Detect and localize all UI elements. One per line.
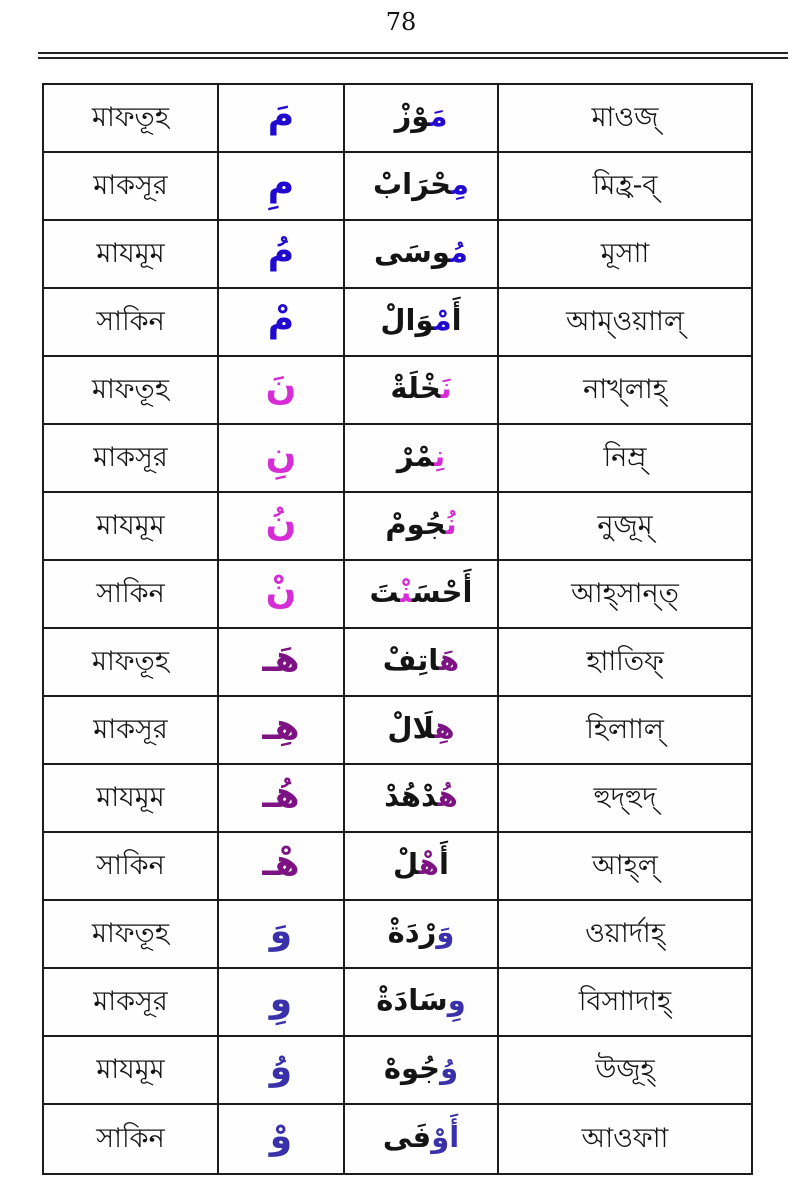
term-cell [44,1037,219,1105]
page-number: 78 [385,8,417,36]
term-text: মাকসূর [93,714,168,746]
word-segment: ‍جُومْ [385,506,446,541]
word-segment: مِ‍ [451,166,469,201]
word-segment: مُ‍ [450,234,468,269]
term-text: মাকসূর [93,442,168,474]
arabic-word [387,914,455,951]
word-segment: وِ [447,982,466,1017]
word-segment: ‍نْ‍ [400,574,413,609]
term-text: মাফতূহ [92,918,169,950]
arabic-letter: نَ [265,367,297,408]
word-segment: هْ‍ [418,846,440,881]
word-segment: أَ [451,302,462,337]
letter-cell [219,289,345,357]
arabic-word [373,234,468,271]
term-cell [44,901,219,969]
arabic-word [369,574,473,611]
word-segment: رْدَةْ [387,914,437,949]
term-cell [44,697,219,765]
letter-cell [219,901,345,969]
word-segment: أَحْسَ‍ [412,574,473,609]
arabic-word [390,370,452,407]
translit-cell [499,1105,751,1173]
word-cell [345,833,499,901]
arabic-word [385,506,457,543]
translit-text: আম্ওয়াাল্ [565,306,685,338]
translit-cell [499,969,751,1037]
translit-text: ওয়ার্দাহ্ [585,918,665,950]
word-segment: ‍وَالْ [380,302,434,337]
word-cell [345,153,499,221]
term-text: মাফতূহ [92,374,169,406]
translit-cell [499,697,751,765]
translit-text: আহ্সান্ত্ [571,578,679,610]
translit-text: হিলাাল্ [586,714,664,746]
word-cell [345,493,499,561]
term-cell [44,425,219,493]
translit-cell [499,357,751,425]
word-segment: فَى [382,1119,432,1154]
term-cell [44,221,219,289]
word-segment: هَ‍ [439,642,460,677]
translit-text: নিম্র্ [603,442,647,474]
word-cell [345,629,499,697]
letter-cell [219,153,345,221]
arabic-letter: نِ [265,435,297,476]
arabic-letter: هِـ [262,707,300,748]
word-segment: أَوْ [431,1119,460,1154]
letter-cell [219,221,345,289]
arabic-word [384,778,458,815]
arabic-letter: هْـ [262,843,300,884]
word-segment: أَ [439,846,449,881]
term-cell [44,629,219,697]
word-cell [345,1037,499,1105]
word-cell [345,425,499,493]
word-segment: نُ‍ [445,506,457,541]
word-segment: ‍حْرَابْ [373,166,452,201]
term-cell [44,765,219,833]
arabic-word [387,710,455,747]
letter-cell [219,85,345,153]
translit-cell [499,629,751,697]
term-text: সাকিন [96,306,165,338]
term-cell [44,153,219,221]
word-segment: هِ‍ [434,710,455,745]
arabic-letter: هُـ [262,775,300,816]
term-text: মাযমূম [96,238,165,270]
word-cell [345,765,499,833]
word-cell [345,1105,499,1173]
translit-cell [499,289,751,357]
word-segment: سَادَةْ [376,982,448,1017]
arabic-letter: نْ [265,571,297,612]
translit-cell [499,85,751,153]
term-cell [44,561,219,629]
translit-cell [499,221,751,289]
term-cell [44,833,219,901]
translit-cell [499,833,751,901]
term-cell [44,1105,219,1173]
term-text: মাকসূর [93,986,168,1018]
translit-text: হুদ্হুদ্ [593,782,657,814]
arabic-letter: مُ [267,231,295,272]
translit-cell [499,901,751,969]
translit-cell [499,425,751,493]
arabic-letter: مِ [267,163,295,204]
translit-cell [499,493,751,561]
term-cell [44,85,219,153]
word-segment: ‍دْهُدْ [384,778,438,813]
word-cell [345,221,499,289]
letter-cell [219,493,345,561]
word-cell [345,697,499,765]
word-segment: ‍لْ [393,846,419,881]
letters-table [42,83,753,1175]
term-text: মাফতূহ [92,646,169,678]
translit-text: মাওজ্ [591,102,659,134]
arabic-word [376,982,466,1019]
translit-text: হাাতিফ্ [586,646,664,678]
word-segment: نِ‍ [434,438,446,473]
arabic-word [394,98,448,135]
translit-text: বিসাাদাহ্ [578,986,672,1018]
letter-cell [219,629,345,697]
term-text: সাকিন [96,1123,165,1155]
translit-text: নাখ্লাহ্ [583,374,667,406]
letter-cell [219,1037,345,1105]
header-rule [38,52,788,59]
arabic-word [382,642,460,679]
word-cell [345,561,499,629]
arabic-letter: وُ [269,1047,293,1088]
word-segment: ‍خْلَةْ [390,370,441,405]
translit-text: আওফাা [581,1123,669,1155]
word-cell [345,357,499,425]
term-text: মাযমূম [96,510,165,542]
term-text: সাকিন [96,850,165,882]
arabic-word [383,1050,459,1087]
word-segment: جُوهْ [383,1050,441,1085]
translit-cell [499,1037,751,1105]
arabic-letter: وْ [269,1116,293,1157]
word-cell [345,901,499,969]
word-segment: ‍اتِفْ [382,642,440,677]
arabic-letter: نُ [265,503,297,544]
arabic-word [396,438,446,475]
term-text: মাকসূর [93,170,168,202]
word-segment: هُ‍ [437,778,458,813]
word-segment: ‍تَ [369,574,401,609]
word-cell [345,969,499,1037]
translit-text: মিহ্র-ব্ [592,170,658,202]
translit-text: নুজূম্ [597,510,653,542]
arabic-letter: هَـ [262,639,300,680]
word-segment: وُ [440,1050,459,1085]
word-segment: ‍وْزْ [394,98,430,133]
word-segment: وَ [436,914,455,949]
letter-cell [219,357,345,425]
translit-cell [499,765,751,833]
term-cell [44,969,219,1037]
word-segment: مَ‍ [429,98,448,133]
letter-cell [219,969,345,1037]
letter-cell [219,425,345,493]
term-text: সাকিন [96,578,165,610]
translit-text: উজূহ্ [595,1054,655,1086]
arabic-word [393,846,449,883]
letter-cell [219,833,345,901]
word-segment: ‍وسَى [373,234,451,269]
term-text: মাযমূম [96,782,165,814]
term-cell [44,357,219,425]
term-cell [44,289,219,357]
arabic-letter: وِ [269,979,293,1020]
translit-text: আহ্ল্ [592,850,658,882]
letter-cell [219,561,345,629]
arabic-letter: وَ [269,911,293,952]
word-cell [345,289,499,357]
letter-cell [219,1105,345,1173]
translit-cell [499,561,751,629]
arabic-word [373,166,469,203]
arabic-letter: مَ [267,95,295,136]
word-cell [345,85,499,153]
arabic-letter: مْ [267,299,295,340]
translit-text: মূসাা [600,238,650,270]
letter-cell [219,697,345,765]
term-cell [44,493,219,561]
letter-cell [219,765,345,833]
arabic-word [380,302,462,339]
word-segment: نَ‍ [440,370,452,405]
translit-cell [499,153,751,221]
word-segment: مْ‍ [433,302,452,337]
term-text: মাযমূম [96,1054,165,1086]
word-segment: ‍لَالْ [387,710,435,745]
arabic-word [382,1119,460,1156]
word-segment: ‍مْرْ [396,438,435,473]
term-text: মাফতূহ [92,102,169,134]
